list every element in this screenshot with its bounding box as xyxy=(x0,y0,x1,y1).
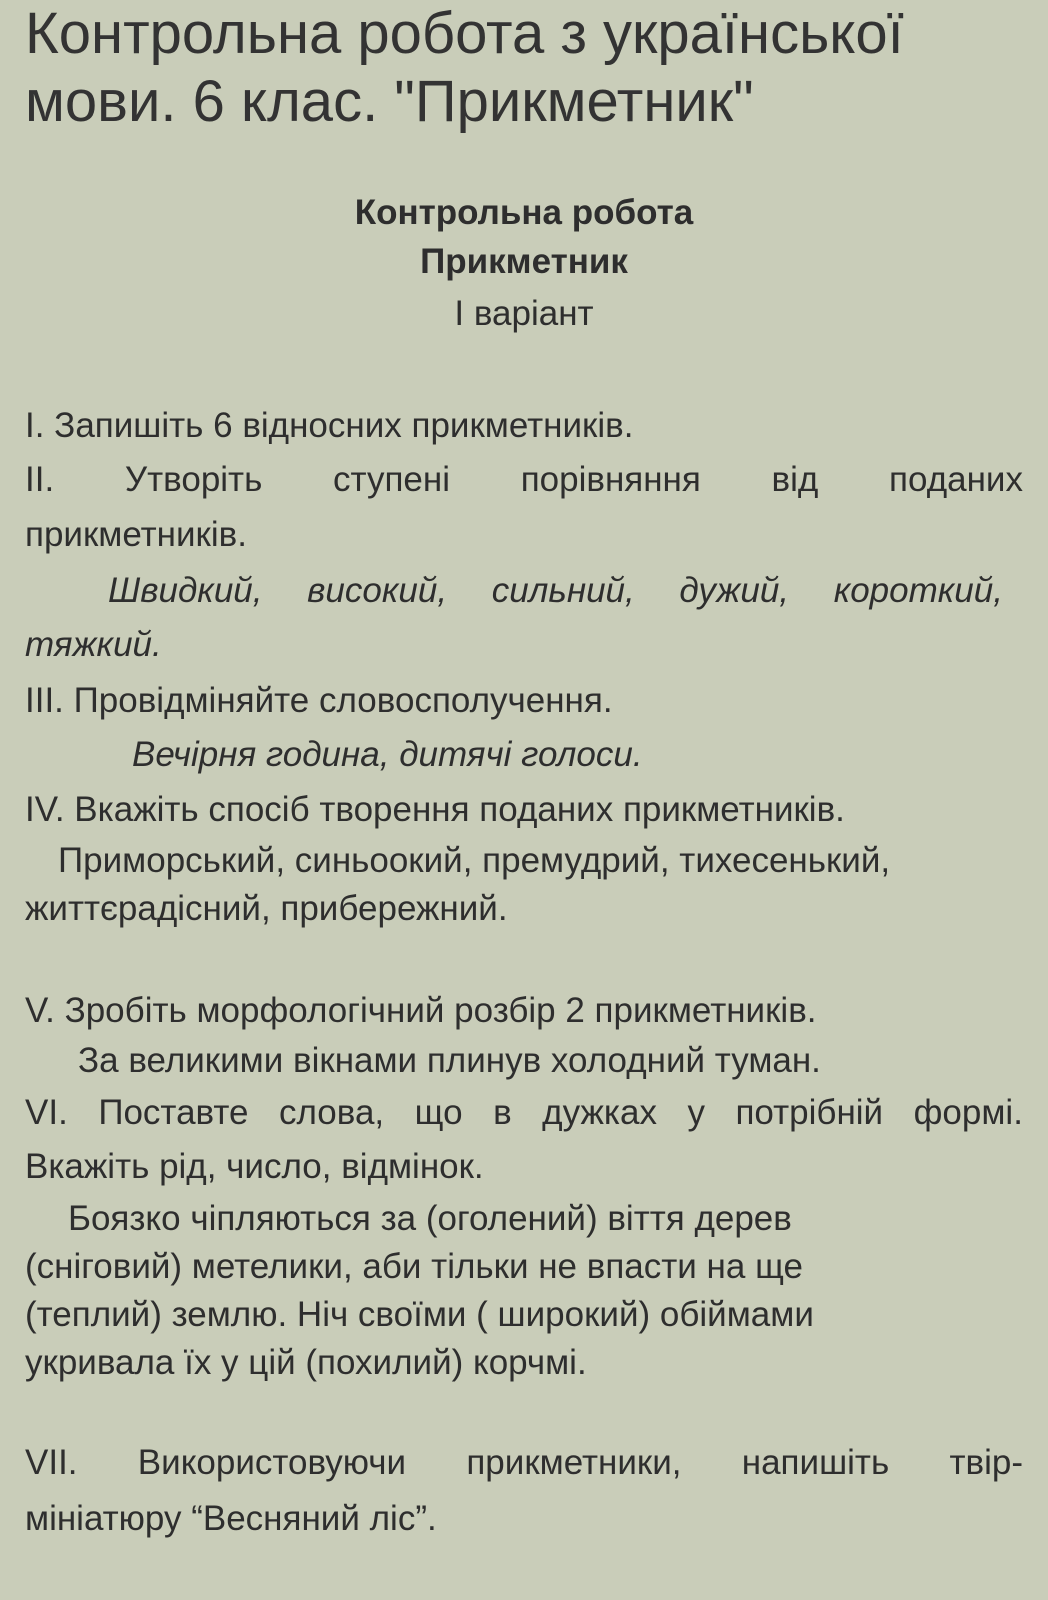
task-2-examples-continuation: тяжкий. xyxy=(25,625,162,664)
task-7-word: прикметники, xyxy=(466,1443,682,1482)
task-6-word: слова, xyxy=(278,1093,385,1132)
task-4: IV. Вкажіть спосіб творення поданих прикметників. xyxy=(25,790,845,829)
task-2 xyxy=(25,459,1023,501)
task-2-word: ступені xyxy=(333,460,450,499)
task-1: І. Запишіть 6 відносних прикметників. xyxy=(25,406,634,445)
page-title-line-1: Контрольна робота з української xyxy=(25,1,904,66)
task-6-word: у xyxy=(687,1093,705,1132)
task-2-example-word: Швидкий, xyxy=(108,571,263,610)
task-2-example-word: сильний, xyxy=(491,571,635,610)
task-2-word: поданих xyxy=(889,460,1023,499)
task-6-word: в xyxy=(493,1093,512,1132)
task-6-continuation: Вкажіть рід, число, відмінок. xyxy=(25,1147,484,1186)
task-4-examples-line-1: Приморський, синьоокий, премудрий, тихесенький, xyxy=(58,841,891,880)
task-6-word: що xyxy=(414,1093,463,1132)
task-4-examples-line-2: життєрадісний, прибережний. xyxy=(25,889,508,928)
task-2-examples xyxy=(108,570,1003,612)
task-6-text-line-1: Боязко чіпляються за (оголений) віття дерев xyxy=(68,1199,792,1238)
task-5-sentence: За великими вікнами плинув холодний туман. xyxy=(78,1041,821,1080)
task-2-continuation: прикметників. xyxy=(25,515,247,554)
task-7-continuation: мініатюру “Весняний ліс”. xyxy=(25,1499,437,1538)
task-6-text-line-3: (теплий) землю. Ніч своїми ( широкий) обіймами xyxy=(25,1295,814,1334)
task-3-examples: Вечірня година, дитячі голоси. xyxy=(132,735,643,774)
task-3: ІІІ. Провідміняйте словосполучення. xyxy=(25,681,613,720)
task-7-word: Використовуючи xyxy=(137,1443,407,1482)
task-2-example-word: високий, xyxy=(307,571,448,610)
task-2-example-word: дужий, xyxy=(679,571,790,610)
task-2-word: ІІ. xyxy=(25,460,55,499)
page-title-line-2: мови. 6 клас. "Прикметник" xyxy=(25,69,754,134)
task-7-word: VII. xyxy=(25,1443,78,1482)
task-6-word: Поставте xyxy=(98,1093,249,1132)
worksheet-topic: Прикметник xyxy=(420,242,628,281)
task-2-word: від xyxy=(771,460,819,499)
worksheet-heading: Контрольна робота xyxy=(354,193,694,232)
task-7 xyxy=(25,1442,1023,1484)
task-5: V. Зробіть морфологічний розбір 2 прикметників. xyxy=(25,991,817,1030)
task-6-word: формі. xyxy=(913,1093,1023,1132)
worksheet-variant: І варіант xyxy=(454,294,594,333)
task-2-example-word: короткий, xyxy=(833,571,1003,610)
task-6-word: потрібній xyxy=(735,1093,884,1132)
task-6-word: VI. xyxy=(25,1093,68,1132)
task-6-word: дужках xyxy=(542,1093,657,1132)
task-6-text-line-4: укривала їх у цій (похилий) корчмі. xyxy=(25,1343,587,1382)
task-7-word: напишіть xyxy=(741,1443,890,1482)
task-6-text-line-2: (сніговий) метелики, аби тільки не впасти на ще xyxy=(25,1247,803,1286)
page-title xyxy=(25,0,1025,136)
task-7-word: твір- xyxy=(949,1443,1023,1482)
task-2-word: порівняння xyxy=(520,460,701,499)
task-2-word: Утворіть xyxy=(124,460,263,499)
task-6 xyxy=(25,1092,1023,1134)
